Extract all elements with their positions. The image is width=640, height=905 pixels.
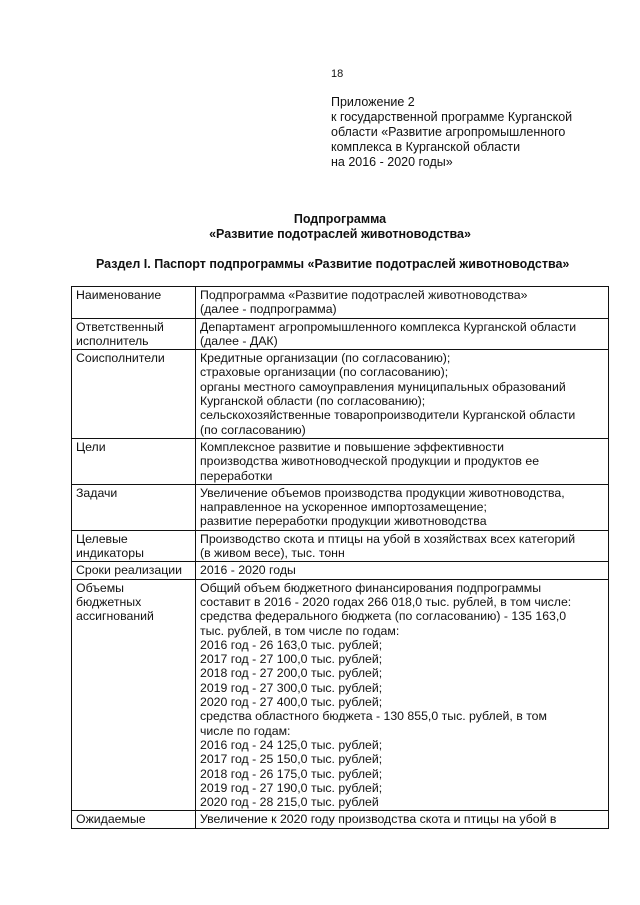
row-label bbox=[72, 562, 196, 579]
value-line: (по согласованию) bbox=[200, 422, 306, 437]
label-line: бюджетных bbox=[76, 594, 142, 609]
appendix-line: области «Развитие агропромышленного bbox=[331, 125, 566, 139]
value-line: (в живом весе), тыс. тонн bbox=[200, 546, 345, 561]
label-line: Объемы bbox=[76, 580, 125, 595]
value-line: 2016 год - 24 125,0 тыс. рублей; bbox=[200, 737, 383, 752]
value-line: органы местного самоуправления муниципальных образований bbox=[200, 379, 566, 394]
value-line: числе по годам: bbox=[200, 723, 291, 738]
label-line: Задачи bbox=[76, 485, 118, 500]
value-line: составит в 2016 - 2020 годах 266 018,0 тыс. рублей, в том числе: bbox=[200, 594, 572, 609]
value-line: сельскохозяйственные товаропроизводители Курганской области bbox=[200, 408, 576, 423]
value-line: средства областного бюджета - 130 855,0 тыс. рублей, в том bbox=[200, 709, 547, 724]
table-row bbox=[72, 811, 609, 828]
row-value bbox=[196, 287, 609, 319]
value-line: 2020 год - 28 215,0 тыс. рублей bbox=[200, 795, 379, 810]
row-label bbox=[72, 579, 196, 811]
title-line-2: «Развитие подотраслей животноводства» bbox=[209, 227, 471, 241]
value-line: (далее - подпрограмма) bbox=[200, 302, 337, 317]
value-line: 2017 год - 25 150,0 тыс. рублей; bbox=[200, 752, 383, 767]
row-label bbox=[72, 530, 196, 562]
row-value bbox=[196, 811, 609, 828]
value-line: 2018 год - 26 175,0 тыс. рублей; bbox=[200, 766, 383, 781]
label-line: Ожидаемые bbox=[76, 812, 146, 827]
label-line: индикаторы bbox=[76, 546, 144, 561]
row-value bbox=[196, 562, 609, 579]
table-row bbox=[72, 484, 609, 530]
value-line: Комплексное развитие и повышение эффективности bbox=[200, 439, 504, 454]
value-line: переработки bbox=[200, 468, 273, 483]
appendix-line: к государственной программе Курганской bbox=[331, 110, 573, 124]
value-line: Увеличение к 2020 году производства скота и птицы на убой в bbox=[200, 812, 557, 827]
value-line: Департамент агропромышленного комплекса Курганской области bbox=[200, 319, 577, 334]
appendix-line: Приложение 2 bbox=[331, 95, 415, 109]
row-label bbox=[72, 318, 196, 350]
table-row bbox=[72, 318, 609, 350]
label-line: Сроки реализации bbox=[76, 563, 183, 578]
value-line: Курганской области (по согласованию); bbox=[200, 394, 426, 409]
value-line: направленное на ускоренное импортозамещение; bbox=[200, 500, 487, 515]
value-line: тыс. рублей, в том числе по годам: bbox=[200, 623, 400, 638]
label-line: исполнитель bbox=[76, 333, 149, 348]
value-line: производства животноводческой продукции и продуктов ее bbox=[200, 454, 540, 469]
value-line: Увеличение объемов производства продукции животноводства, bbox=[200, 485, 565, 500]
row-label bbox=[72, 287, 196, 319]
value-line: Общий объем бюджетного финансирования подпрограммы bbox=[200, 580, 542, 595]
value-line: страховые организации (по согласованию); bbox=[200, 365, 449, 380]
value-line: Производство скота и птицы на убой в хозяйствах всех категорий bbox=[200, 531, 576, 546]
table-row bbox=[72, 350, 609, 439]
row-value bbox=[196, 530, 609, 562]
row-label bbox=[72, 438, 196, 484]
value-line: 2019 год - 27 300,0 тыс. рублей; bbox=[200, 680, 383, 695]
label-line: Целевые bbox=[76, 531, 128, 546]
label-line: Наименование bbox=[76, 288, 162, 302]
value-line: Подпрограмма «Развитие подотраслей животноводства» bbox=[200, 288, 528, 302]
label-line: Соисполнители bbox=[76, 351, 165, 366]
label-line: Цели bbox=[76, 439, 106, 454]
section-heading: Раздел I. Паспорт подпрограммы «Развитие подотраслей животноводства» bbox=[96, 257, 570, 271]
value-line: 2020 год - 27 400,0 тыс. рублей; bbox=[200, 695, 383, 710]
table-row bbox=[72, 562, 609, 579]
label-line: Ответственный bbox=[76, 319, 164, 334]
row-label bbox=[72, 484, 196, 530]
label-line: ассигнований bbox=[76, 609, 154, 624]
title-line-1: Подпрограмма bbox=[293, 212, 387, 226]
value-line: 2016 год - 26 163,0 тыс. рублей; bbox=[200, 637, 383, 652]
table-row bbox=[72, 287, 609, 319]
value-line: 2016 - 2020 годы bbox=[200, 563, 296, 578]
row-value bbox=[196, 350, 609, 439]
table-row bbox=[72, 438, 609, 484]
page-number: 18 bbox=[331, 68, 344, 80]
value-line: 2017 год - 27 100,0 тыс. рублей; bbox=[200, 652, 383, 667]
value-line: развитие переработки продукции животноводства bbox=[200, 514, 487, 529]
value-line: 2018 год - 27 200,0 тыс. рублей; bbox=[200, 666, 383, 681]
value-line: (далее - ДАК) bbox=[200, 333, 278, 348]
table-row bbox=[72, 579, 609, 811]
appendix-note bbox=[331, 95, 572, 170]
value-line: Кредитные организации (по согласованию); bbox=[200, 351, 451, 366]
subprogram-title bbox=[0, 212, 640, 242]
row-value bbox=[196, 318, 609, 350]
row-value bbox=[196, 438, 609, 484]
row-label bbox=[72, 811, 196, 828]
value-line: 2019 год - 27 190,0 тыс. рублей; bbox=[200, 780, 383, 795]
appendix-line: на 2016 - 2020 годы» bbox=[331, 155, 453, 169]
value-line: средства федерального бюджета (по согласованию) - 135 163,0 bbox=[200, 609, 567, 624]
row-label bbox=[72, 350, 196, 439]
table-row bbox=[72, 530, 609, 562]
row-value bbox=[196, 484, 609, 530]
row-value bbox=[196, 579, 609, 811]
passport-table bbox=[71, 286, 609, 829]
appendix-line: комплекса в Курганской области bbox=[331, 140, 521, 154]
